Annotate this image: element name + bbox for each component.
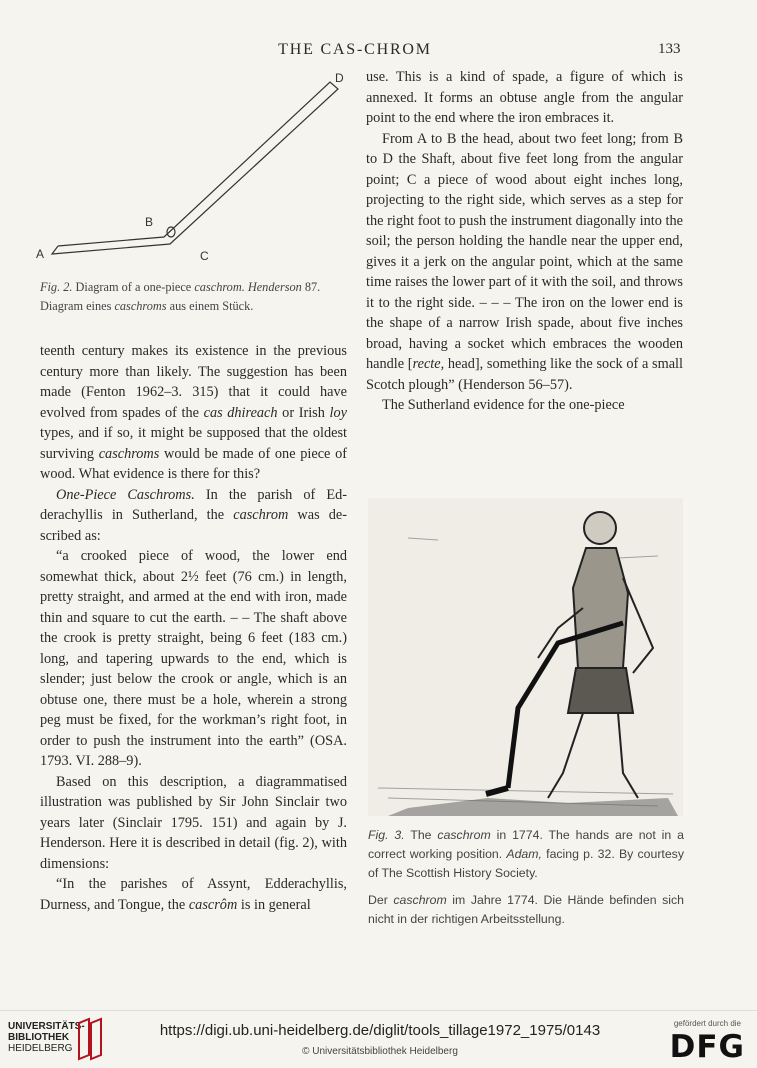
diagram-spade-outline [52,82,338,254]
page-number: 133 [658,41,681,57]
library-mark-icon [75,1017,105,1061]
diagram-label-d: D [335,71,344,85]
diagram-label-a: A [36,247,45,261]
paragraph: The Sutherland evidence for the one-piece [382,397,625,413]
paragraph: use. This is a kind of spade, a figure of which is annexed. It forms an obtuse angle from the angular point to the end where the iron embraces it. [366,69,683,126]
caschrom-diagram [30,66,350,266]
caschrom-illustration [368,498,683,816]
left-text-column [40,341,347,915]
paragraph: teenth century makes its existence in the previous century more than likely. The suggestion has been made (Fenton 1962–3. 315) that it could have evolved from spades of the cas dhireach or Irish loy types, and if so, it might be supposed that the oldest surviving caschroms would be made of one piece of wood. What evidence is there for this? [40,343,347,482]
paragraph: Based on this description, a diagrammatised illustration was published by Sir John Sinclair two years later (Sinclair 1795. 151) and again by J. Henderson. Here it is described in detail (fig. 2), with dimensions: [40,773,347,872]
dfg-logo[interactable]: DFG [669,1029,745,1065]
quotation: “In the parishes of Assynt, Edderachyllis, Durness, and Tongue, the cascrôm is in general [40,876,347,913]
copyright-notice: © Universitätsbibliothek Heidelberg [302,1046,458,1057]
running-header: THE CAS-CHROM [278,41,432,58]
figure-2-caption-de: Diagram eines caschroms aus einem Stück. [40,299,254,313]
section-heading: One-Piece Caschroms. [56,486,195,503]
diagram-foot-peg [167,227,175,237]
right-text-column [366,67,683,416]
diagram-label-b: B [145,215,154,229]
figure-3-caption-en: Fig. 3. The caschrom in 1774. The hands are not in a correct working position. Adam, facing p. 32. By courtesy of The Scottish History Society. [368,828,684,880]
paragraph: From A to B the head, about two feet long; from B to D the Shaft, about five feet long from the angular point; C a piece of wood about eight inches long, projecting to the right side, which serves as a step for the right foot to push the instrument diagonally into the soil; the person holding the handle near the upper end, gives it a jerk on the angular point, which at the same time raises the lower part of it with the soil, and throws it to the right side. – – – The iron on the lower end is the shape of a narrow Irish spade, about five inches broad, having a socket which embraces the wooden handle [recte, head], something like the sock of a small Scotch plough” (Henderson 56–57). [366,130,684,393]
viewer-footer [0,1010,757,1068]
funding-note: gefördert durch die [673,1019,741,1028]
library-logo[interactable]: UNIVERSITÄTS- BIBLIOTHEK HEIDELBERG [8,1021,85,1054]
figure-2-caption-en: Fig. 2. Diagram of a one-piece caschrom. Henderson 87. [40,280,321,294]
figure-3-caption-de: Der caschrom im Jahre 1774. Die Hände befinden sich nicht in der richtigen Arbeitsstellung. [368,893,685,926]
figure-3-caption [368,826,684,929]
permalink-url[interactable]: https://digi.ub.uni-heidelberg.de/diglit/tools_tillage1972_1975/0143 [159,1022,601,1039]
quotation: “a crooked piece of wood, the lower end somewhat thick, about 2½ feet (76 cm.) in length, pretty straight, and armed at the end with iron, made thin and square to cut the earth. – – The shaft above the crook is pretty straight, being 6 feet (183 cm.) long, and tapering upwards to the end, which is slender; just below the crook or angle, which is an obtuse one, there must be a hole, wherein a strong peg must be fixed, for the workman’s right foot, in order to push the instrument into the earth” (OSA. 1793. VI. 288–9). [40,548,347,769]
paragraph: One-Piece Caschroms. In the parish of Edderachyllis in Sutherland, the caschrom was described as: [40,486,347,544]
figure-2-caption [40,278,350,316]
diagram-label-c: C [200,249,209,263]
